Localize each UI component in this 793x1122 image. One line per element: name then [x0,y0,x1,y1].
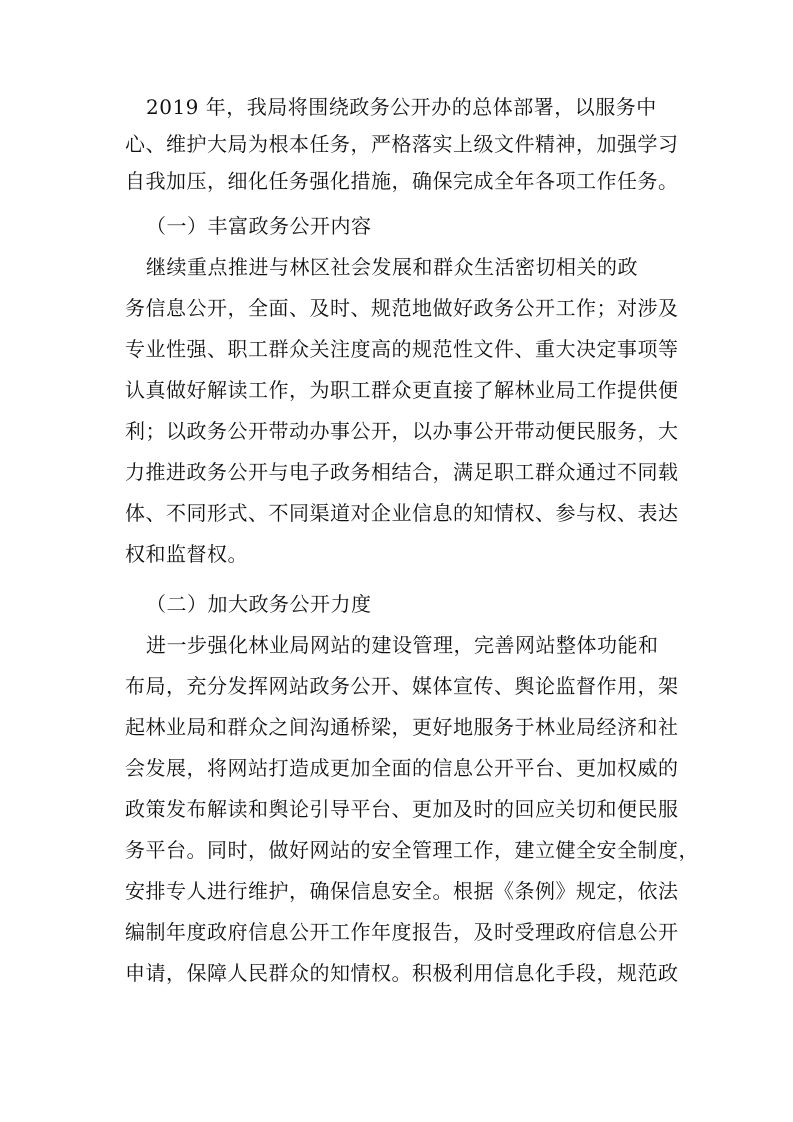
paragraph-3-line-6: 务平台。同时，做好网站的安全管理工作，建立健全安全制度， [125,838,699,862]
paragraph-3-line-1: 进一步强化林业局网站的建设管理，完善网站整体功能和 [146,633,659,657]
paragraph-2-line-6: 力推进政务公开与电子政务相结合，满足职工群众通过不同载 [125,460,679,484]
paragraph-2-line-1: 继续重点推进与林区社会发展和群众生活密切相关的政 [146,255,638,279]
paragraph-3-line-4: 会发展，将网站打造成更加全面的信息公开平台、更加权威的 [125,756,679,780]
paragraph-1-line-1: 2019 年，我局将围绕政务公开办的总体部署，以服务中 [146,95,657,119]
paragraph-1-line-2: 心、维护大局为根本任务，严格落实上级文件精神，加强学习 [125,132,679,156]
section-heading-1: （一）丰富政务公开内容 [146,214,372,238]
paragraph-2-line-3: 专业性强、职工群众关注度高的规范性文件、重大决定事项等 [125,337,679,361]
paragraph-2-line-8: 权和监督权。 [125,542,248,566]
section-heading-2: （二）加大政务公开力度 [146,592,372,616]
paragraph-3-line-5: 政策发布解读和舆论引导平台、更加及时的回应关切和便民服 [125,797,679,821]
paragraph-3-line-8: 编制年度政府信息公开工作年度报告，及时受理政府信息公开 [125,920,679,944]
paragraph-2-line-7: 体、不同形式、不同渠道对企业信息的知情权、参与权、表达 [125,501,679,525]
paragraph-2-line-4: 认真做好解读工作，为职工群众更直接了解林业局工作提供便 [125,378,679,402]
paragraph-3-line-2: 布局，充分发挥网站政务公开、媒体宣传、舆论监督作用，架 [125,674,679,698]
paragraph-1-line-3: 自我加压，细化任务强化措施，确保完成全年各项工作任务。 [125,169,679,193]
paragraph-2-line-5: 利；以政务公开带动办事公开，以办事公开带动便民服务，大 [125,419,679,443]
paragraph-3-line-7: 安排专人进行维护，确保信息安全。根据《条例》规定，依法 [125,879,679,903]
paragraph-2-line-2: 务信息公开，全面、及时、规范地做好政务公开工作；对涉及 [125,296,679,320]
paragraph-3-line-9: 申请，保障人民群众的知情权。积极利用信息化手段，规范政 [125,961,679,985]
paragraph-3-line-3: 起林业局和群众之间沟通桥梁，更好地服务于林业局经济和社 [125,715,679,739]
